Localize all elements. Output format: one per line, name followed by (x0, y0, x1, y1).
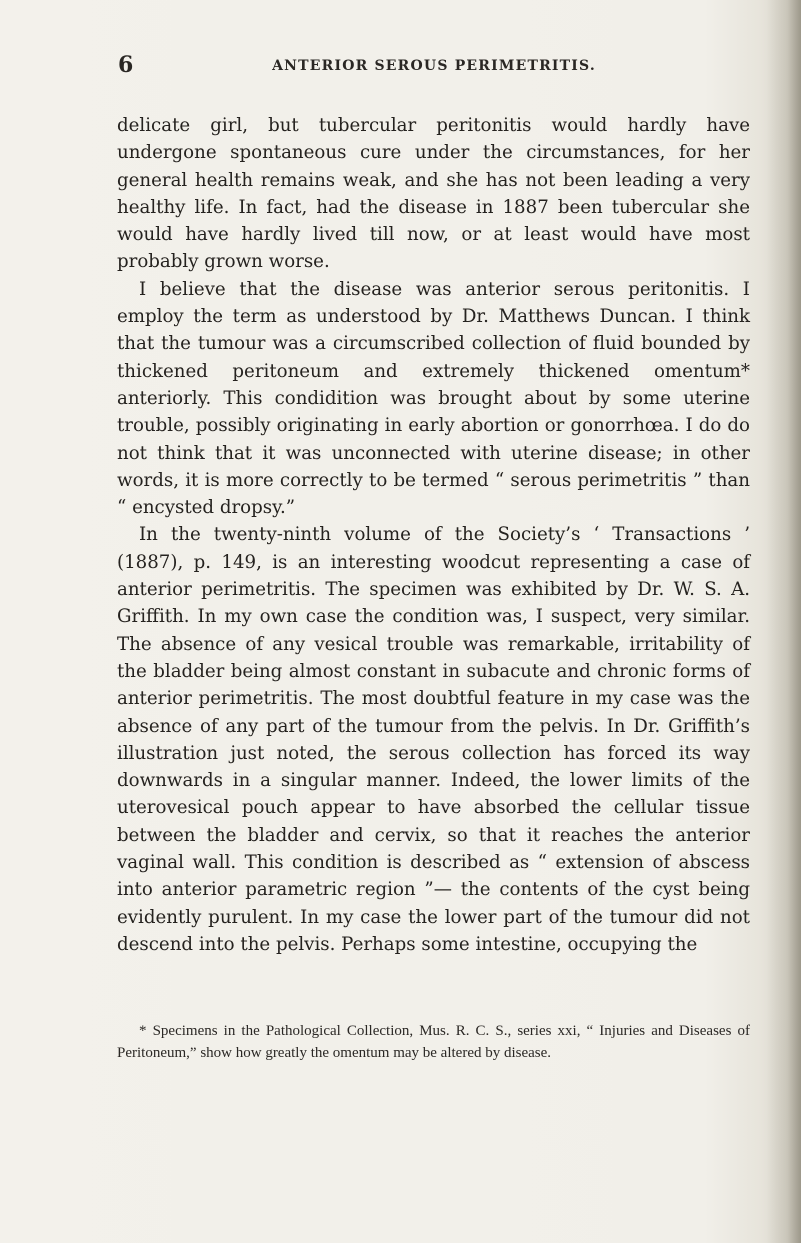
paragraph-1: delicate girl, but tubercular peritonitis would hardly have undergone spontaneous cure under the circumstances, for her general health remains weak, and she has not been leading a very healthy life. In fact, had the disease in 1887 been tubercular she would have hardly lived till now, or at least would have most probably grown worse. (117, 115, 750, 273)
binding-shadow (767, 0, 801, 1243)
body-text (117, 112, 750, 958)
running-head: ANTERIOR SEROUS PERIMETRITIS. (272, 58, 596, 74)
footnote (117, 1021, 750, 1064)
page-header (118, 52, 750, 82)
footnote-text: * Specimens in the Pathological Collection, Mus. R. C. S., series xxi, “ Injuries and Diseases of Peritoneum,” show how greatly the omentum may be altered by disease. (117, 1023, 750, 1061)
page-number: 6 (118, 52, 134, 78)
paragraph-2: I believe that the disease was anterior serous peritonitis. I employ the term as understood by Dr. Matthews Duncan. I think that the tumour was a circumscribed collection of fluid bounded by thickened peritoneum and extremely thickened omentum* anteriorly. This condidition was brought about by some uterine trouble, possibly originating in early abortion or gonorrhœa. I do do not think that it was unconnected with uterine disease; in other words, it is more correctly to be termed “ serous perimetritis ” than “ encysted dropsy.” (117, 278, 750, 519)
paragraph-3: In the twenty-ninth volume of the Society’s ‘ Transactions ’ (1887), p. 149, is an interesting woodcut representing a case of anterior perimetritis. The specimen was exhibited by Dr. W. S. A. Griffith. In my own case the condition was, I suspect, very similar. The absence of any vesical trouble was remarkable, irritability of the bladder being almost constant in subacute and chronic forms of anterior perimetritis. The most doubtful feature in my case was the absence of any part of the tumour from the pelvis. In Dr. Griffith’s illustration just noted, the serous collection has forced its way downwards in a singular manner. Indeed, the lower limits of the uterovesical pouch appear to have absorbed the cellular tissue between the bladder and cervix, so that it reaches the anterior vaginal wall. This condition is described as “ extension of abscess into anterior parametric region ”— the contents of the cyst being evidently purulent. In my case the lower part of the tumour did not descend into the pelvis. Perhaps some intestine, occupying the (117, 524, 750, 955)
